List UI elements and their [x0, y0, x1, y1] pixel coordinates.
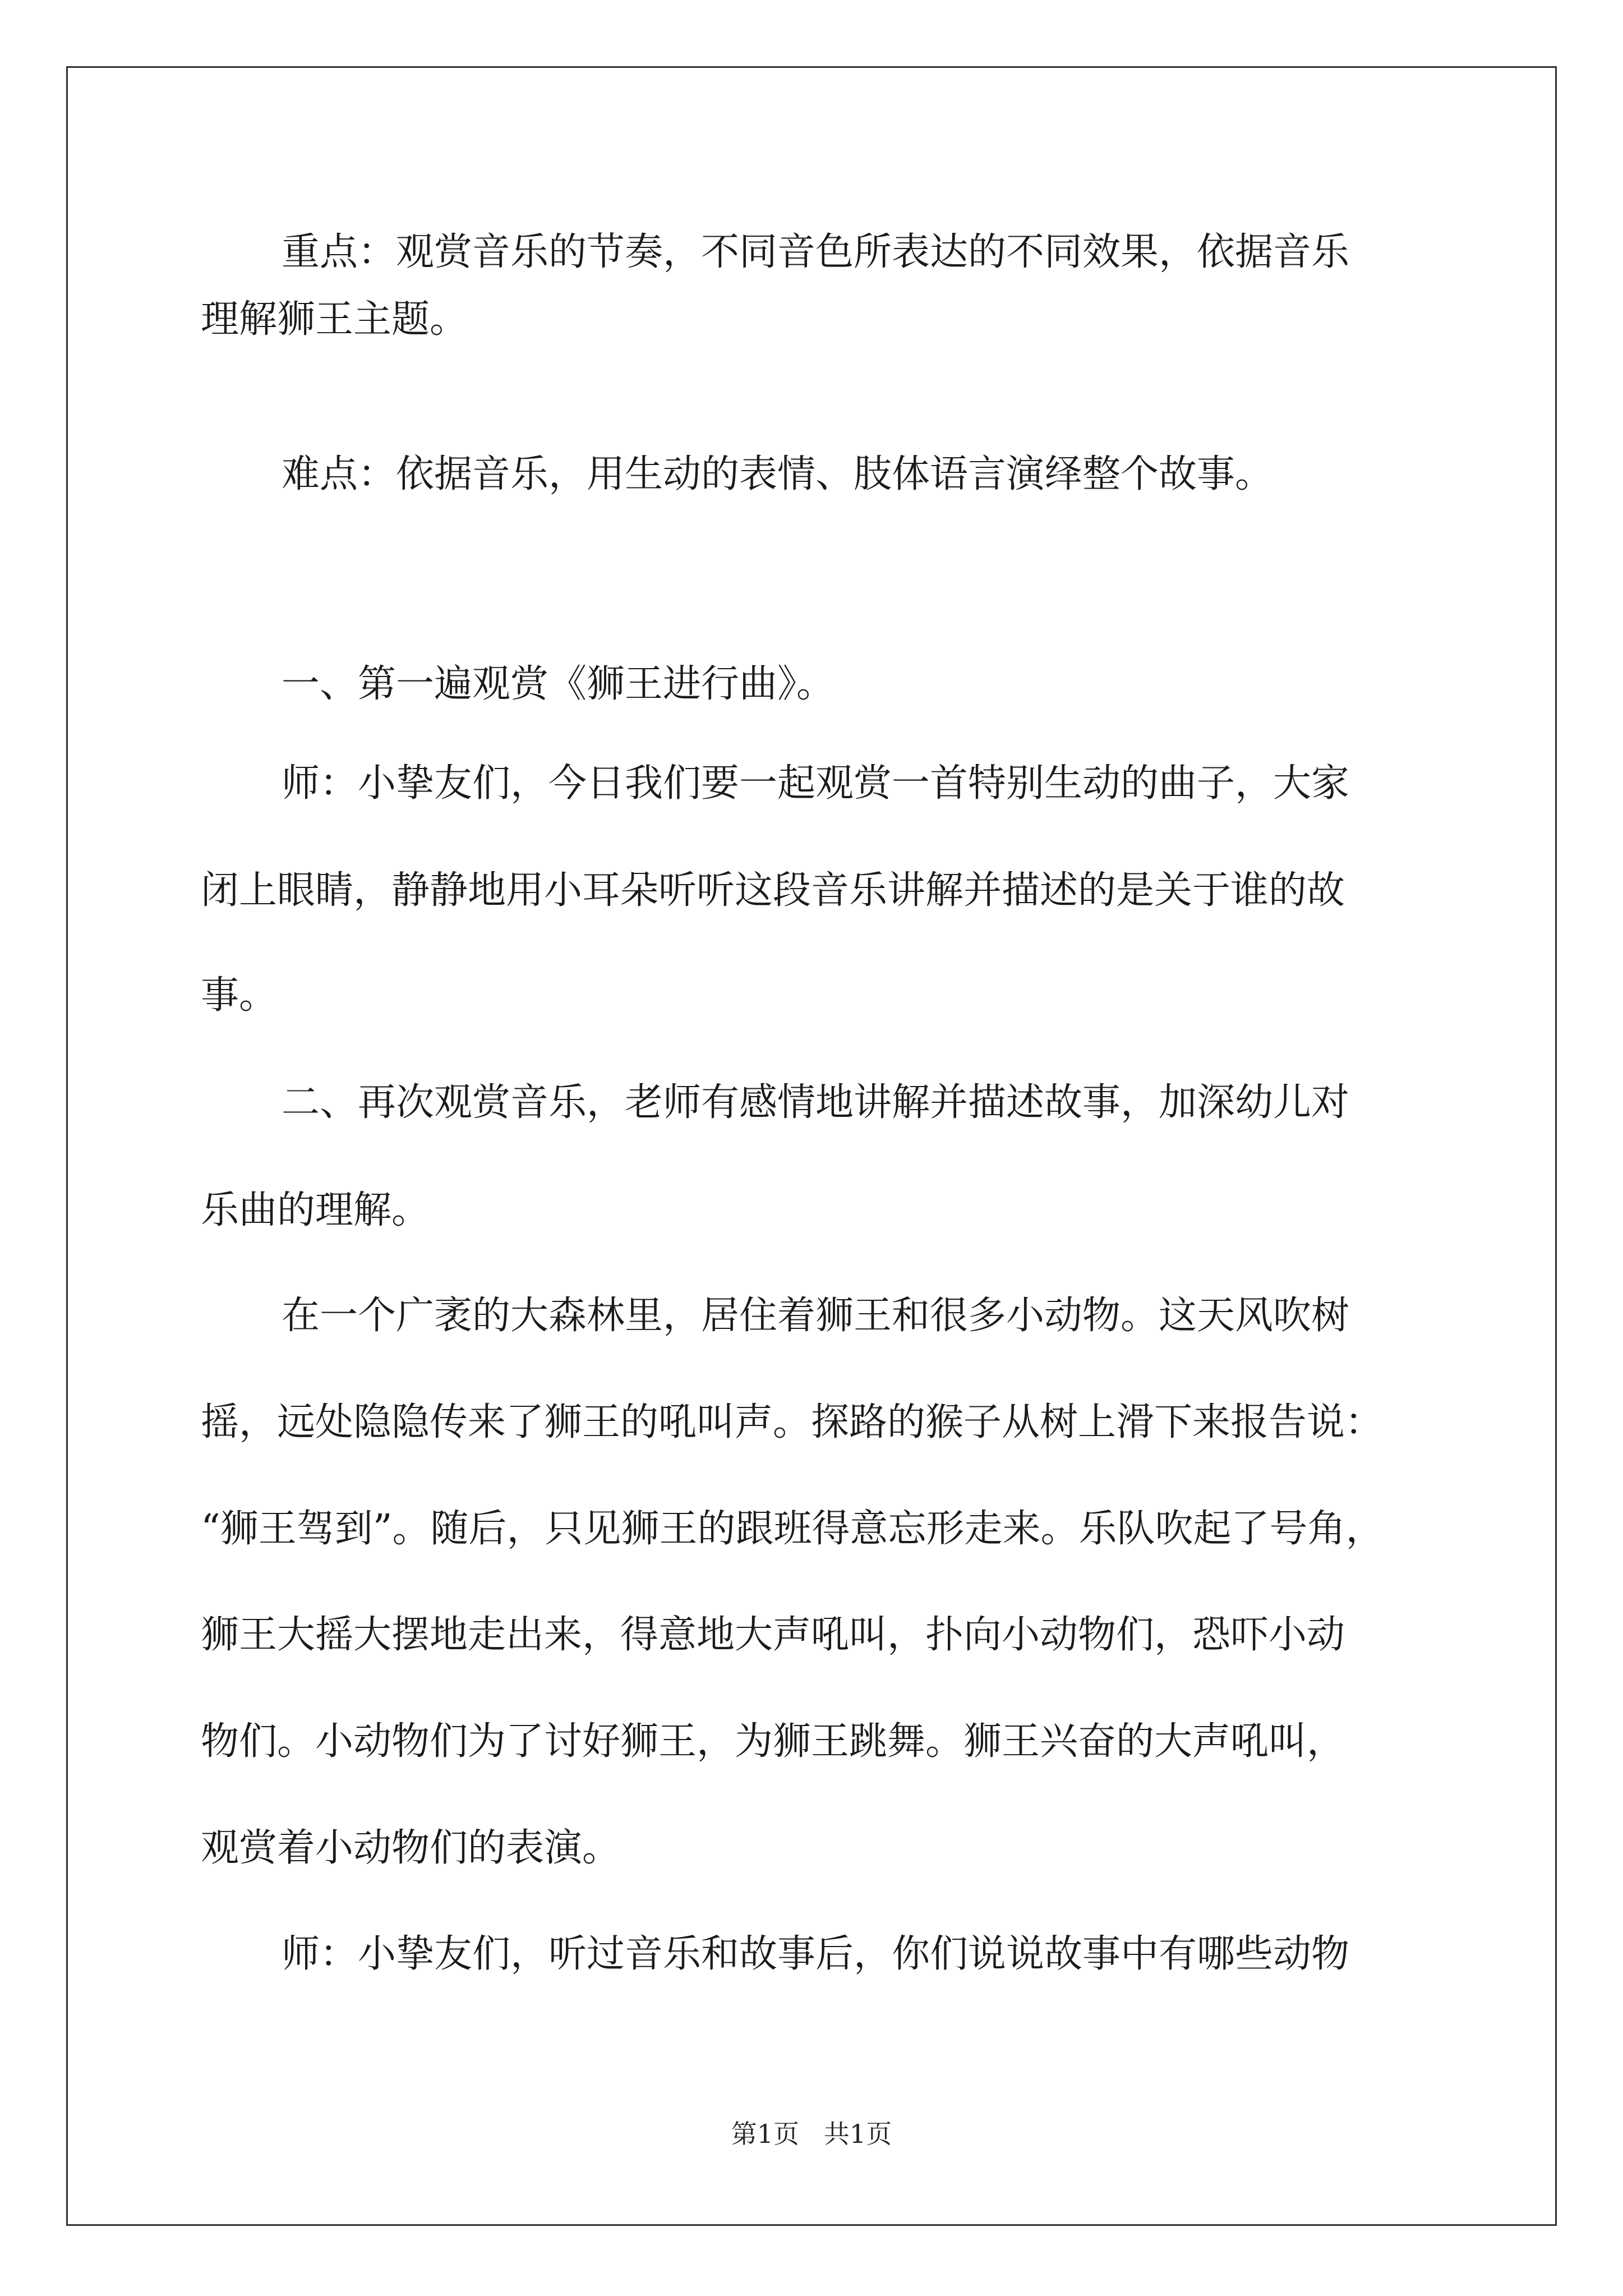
paragraph-line [282, 452, 1273, 497]
line-text: 狮王大摇大摆地走出来，得意地大声吼叫，扑向小动物们，恐吓小动 [201, 1613, 1345, 1657]
page-footer [0, 2118, 1623, 2150]
paragraph-line [282, 662, 834, 707]
paragraph-line [201, 1826, 620, 1871]
page-border [66, 66, 1557, 2226]
line-text: 事。 [201, 973, 278, 1018]
paragraph-line [282, 761, 1349, 806]
paragraph-line [201, 1400, 1383, 1445]
paragraph-line [282, 230, 1435, 275]
paragraph-line [282, 1080, 1349, 1125]
line-text: “狮王驾到”。随后，只见狮王的跟班得意忘形走来。乐队吹起了号角， [201, 1507, 1384, 1551]
paragraph-line [201, 973, 277, 1018]
line-text: 闭上眼睛，静静地用小耳朵听听这段音乐讲解并描述的是关于谁的故 [201, 868, 1345, 913]
line-text: 师：小挚友们，今日我们要一起观赏一首特别生动的曲子，大家 [282, 761, 1350, 806]
paragraph-line [201, 1188, 430, 1233]
paragraph-line [201, 1613, 1345, 1658]
paragraph-line [201, 1507, 1384, 1552]
line-text: 重点：观赏音乐的节奏，不同音色所表达的不同效果，依据音乐 [282, 230, 1350, 274]
line-text: 难点：依据音乐，用生动的表情、肢体语言演绎整个故事。 [282, 452, 1274, 496]
page-number: 第1页 共1页 [731, 2119, 892, 2149]
line-text: 一、第一遍观赏《狮王进行曲》。 [282, 662, 835, 706]
paragraph-line [201, 1719, 1345, 1764]
line-text: 师：小挚友们，听过音乐和故事后，你们说说故事中有哪些动物 [282, 1932, 1350, 1976]
line-text: 乐曲的理解。 [201, 1188, 430, 1232]
line-text: 二、再次观赏音乐，老师有感情地讲解并描述故事，加深幼儿对 [282, 1080, 1350, 1125]
line-text: 摇，远处隐隐传来了狮王的吼叫声。探路的猴子从树上滑下来报告说： [201, 1400, 1384, 1444]
line-text: 观赏着小动物们的表演。 [201, 1826, 621, 1870]
paragraph-line [282, 1932, 1349, 1977]
line-text: 物们。小动物们为了讨好狮王，为狮王跳舞。狮王兴奋的大声吼叫， [201, 1719, 1345, 1764]
paragraph-line [282, 1294, 1349, 1338]
paragraph-line [201, 868, 1345, 913]
paragraph-line [201, 297, 468, 342]
line-text: 在一个广袤的大森林里，居住着狮王和很多小动物。这天风吹树 [282, 1294, 1350, 1338]
line-text: 理解狮王主题。 [201, 297, 468, 342]
